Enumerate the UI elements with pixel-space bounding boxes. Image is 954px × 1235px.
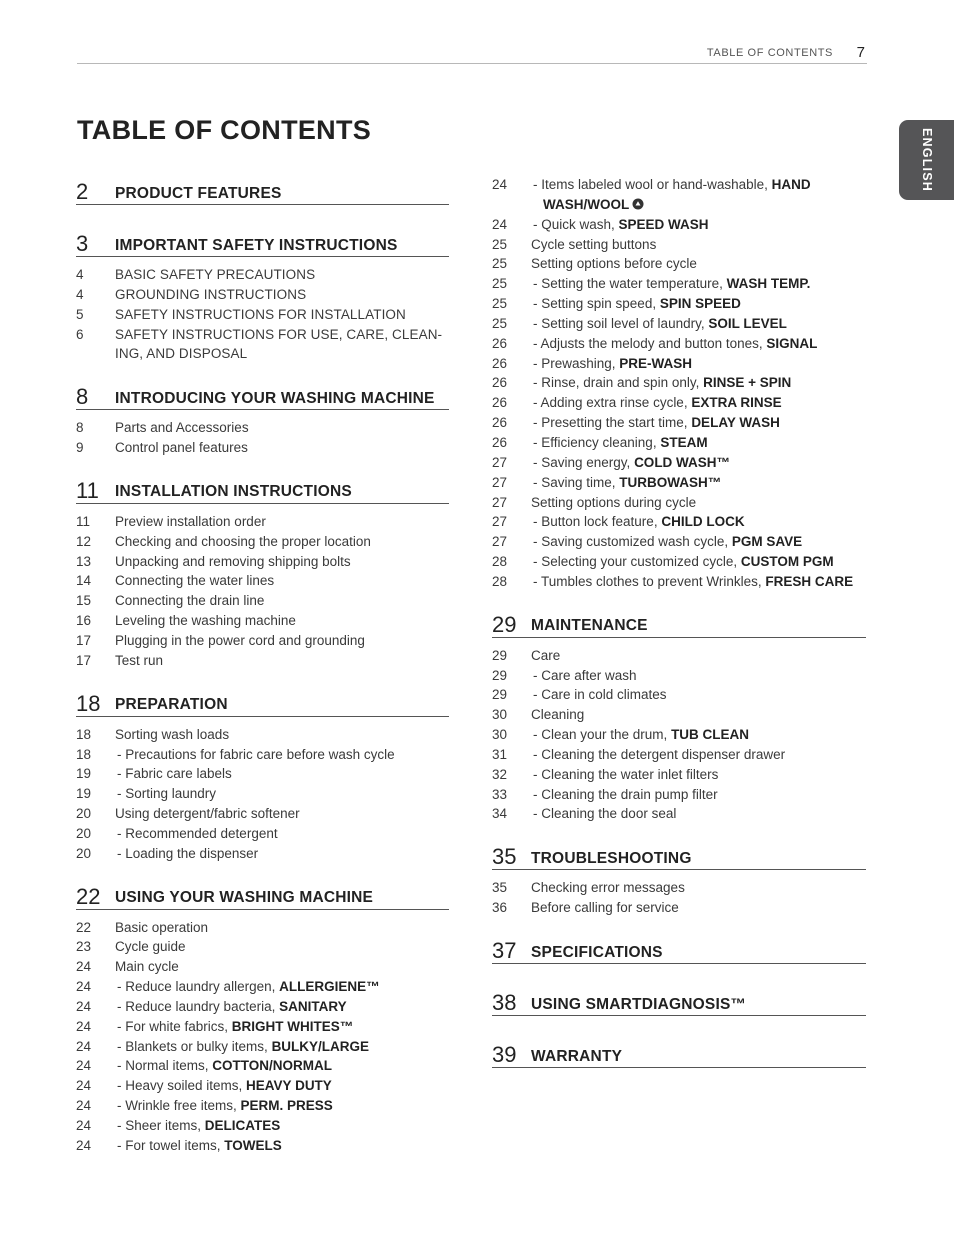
toc-entry[interactable] <box>76 957 449 977</box>
toc-entry[interactable] <box>76 1017 449 1037</box>
entry-text: - Setting spin speed, SPIN SPEED <box>533 296 741 312</box>
using-entries <box>76 918 449 1156</box>
toc-entry[interactable] <box>492 235 866 255</box>
entry-text: Cycle setting buttons <box>531 236 657 252</box>
cycle-keyword: SIGNAL <box>766 335 818 351</box>
toc-entry[interactable] <box>492 373 866 393</box>
toc-entry[interactable] <box>492 473 866 493</box>
toc-entry[interactable] <box>76 997 449 1017</box>
toc-entry[interactable] <box>492 878 866 898</box>
toc-entry[interactable] <box>492 666 866 686</box>
toc-entry[interactable] <box>492 745 866 765</box>
toc-entry[interactable] <box>76 804 449 824</box>
entry-text: Care <box>531 647 561 663</box>
section-number: 11 <box>76 477 99 503</box>
entry-text: - Clean your the drum, TUB CLEAN <box>533 727 750 743</box>
section-title: PREPARATION <box>115 696 228 714</box>
entry-page: 29 <box>492 647 508 663</box>
entry-text: Connecting the water lines <box>115 573 275 589</box>
entry-page: 35 <box>492 880 508 896</box>
entry-page <box>76 344 115 364</box>
entry-page: 23 <box>76 939 92 955</box>
cycle-keyword: BRIGHT WHITES™ <box>231 1018 354 1034</box>
entry-page: 25 <box>492 276 508 292</box>
entry-text: - Saving time, TURBOWASH™ <box>533 474 722 490</box>
toc-entry[interactable] <box>492 294 866 314</box>
section-number: 22 <box>76 883 101 909</box>
section-title: PRODUCT FEATURES <box>115 184 282 202</box>
entry-page: 27 <box>492 514 508 530</box>
cycle-keyword: BULKY/LARGE <box>271 1038 370 1054</box>
entry-page: 25 <box>492 315 508 331</box>
entry-text: - Adding extra rinse cycle, EXTRA RINSE <box>533 395 782 411</box>
entry-text: - Care in cold climates <box>533 687 667 703</box>
entry-page: 26 <box>492 335 508 351</box>
section-installation[interactable] <box>76 474 449 504</box>
entry-page: 19 <box>76 766 92 782</box>
entry-text: Basic operation <box>115 919 209 935</box>
toc-entry[interactable] <box>76 571 449 591</box>
entry-text: Cleaning <box>531 707 585 723</box>
toc-entry[interactable] <box>76 1037 449 1057</box>
entry-page: 36 <box>492 900 508 916</box>
entry-text: - Precautions for fabric care before wash cycle <box>117 746 395 762</box>
toc-entry[interactable] <box>492 175 866 195</box>
entry-text: - For towel items, TOWELS <box>117 1137 282 1153</box>
entry-text: BASIC SAFETY PRECAUTIONS <box>115 267 316 282</box>
entry-text: - Cleaning the detergent dispenser drawer <box>533 746 786 762</box>
entry-text: - Selecting your customized cycle, CUSTOM PGM <box>533 554 834 570</box>
entry-text: Leveling the washing machine <box>115 613 296 629</box>
entry-page: 20 <box>76 825 92 841</box>
entry-text: - Efficiency cleaning, STEAM <box>533 434 708 450</box>
entry-text: - Setting the water temperature, WASH TEMP. <box>533 276 811 292</box>
entry-page <box>492 195 531 215</box>
section-smartdiagnosis[interactable] <box>492 986 866 1016</box>
entry-text: - Care after wash <box>533 667 637 683</box>
toc-entry[interactable] <box>76 784 449 804</box>
cycle-keyword: PRE-WASH <box>619 355 693 371</box>
section-product-features[interactable] <box>76 175 449 205</box>
entry-page: 29 <box>492 667 508 683</box>
section-number: 18 <box>76 690 101 716</box>
toc-entry[interactable] <box>492 433 866 453</box>
entry-text: - Rinse, drain and spin only, RINSE + SPIN <box>533 375 792 391</box>
entry-page: 24 <box>492 177 508 192</box>
entry-page: 15 <box>76 593 92 609</box>
toc-entry[interactable] <box>492 804 866 824</box>
entry-text: - Cleaning the water inlet filters <box>533 766 719 782</box>
entry-text: SAFETY INSTRUCTIONS FOR INSTALLATION <box>115 306 406 322</box>
entry-text: Main cycle <box>115 959 179 975</box>
entry-text: - Button lock feature, CHILD LOCK <box>533 514 745 530</box>
cycle-keyword: SPIN SPEED <box>659 296 741 312</box>
cycle-keyword: DELICATES <box>204 1118 281 1133</box>
section-using-washing-machine[interactable] <box>76 880 449 910</box>
introducing-entries <box>76 418 449 458</box>
entry-text: - Adjusts the melody and button tones, SIGNAL <box>533 335 818 351</box>
entry-text: - Reduce laundry allergen, ALLERGIENE™ <box>117 979 380 995</box>
cycle-keyword: CHILD LOCK <box>661 514 745 530</box>
toc-entry[interactable] <box>76 418 449 438</box>
cycle-keyword: SPEED WASH <box>618 216 709 232</box>
entry-page: 9 <box>76 440 84 456</box>
toc-entry[interactable] <box>76 1136 449 1156</box>
cycle-keyword: SANITARY <box>279 998 347 1014</box>
cycle-keyword: PERM. PRESS <box>240 1098 333 1114</box>
toc-entry[interactable] <box>76 918 449 938</box>
toc-entry[interactable] <box>492 785 866 805</box>
cycle-keyword: TURBOWASH™ <box>619 474 722 490</box>
entry-page: 27 <box>492 534 508 550</box>
entry-text: - Heavy soiled items, HEAVY DUTY <box>117 1078 332 1094</box>
entry-page: 27 <box>492 494 508 510</box>
entry-text: - Presetting the start time, DELAY WASH <box>533 415 780 431</box>
toc-entry[interactable] <box>76 591 449 611</box>
cycle-entries <box>492 175 866 592</box>
entry-page: 26 <box>492 375 508 391</box>
entry-text: Connecting the drain line <box>115 593 265 609</box>
entry-page: 22 <box>76 919 92 935</box>
entry-page: 32 <box>492 766 508 782</box>
toc-entry[interactable] <box>76 651 449 671</box>
cycle-keyword: SOIL LEVEL <box>708 315 787 331</box>
section-preparation[interactable] <box>76 687 449 717</box>
entry-text: GROUNDING INSTRUCTIONS <box>115 286 307 302</box>
cycle-keyword: FRESH CARE <box>765 573 854 589</box>
section-title: USING SMARTDIAGNOSIS™ <box>531 995 747 1013</box>
section-title: USING YOUR WASHING MACHINE <box>115 889 374 907</box>
toc-entry[interactable] <box>76 725 449 745</box>
entry-page: 25 <box>492 256 508 272</box>
toc-entry[interactable] <box>492 254 866 274</box>
toc-entry[interactable] <box>76 305 449 325</box>
entry-page: 26 <box>492 395 508 411</box>
entry-text: - Saving customized wash cycle, PGM SAVE <box>533 534 803 550</box>
section-number: 29 <box>492 611 517 637</box>
language-tab-label: ENGLISH <box>919 128 934 192</box>
cycle-keyword: PGM SAVE <box>731 534 803 550</box>
section-troubleshooting[interactable] <box>492 840 866 870</box>
entry-text: SAFETY INSTRUCTIONS FOR USE, CARE, CLEAN- <box>115 326 443 342</box>
toc-entry[interactable] <box>492 334 866 354</box>
section-safety-instructions[interactable] <box>76 227 449 257</box>
section-number: 37 <box>492 938 517 963</box>
installation-entries <box>76 512 449 671</box>
cycle-keyword: STEAM <box>660 434 708 450</box>
entry-page: 5 <box>76 306 84 322</box>
entry-text: Using detergent/fabric softener <box>115 806 300 822</box>
entry-page: 24 <box>76 1018 92 1034</box>
toc-entry[interactable] <box>76 937 449 957</box>
entry-page: 17 <box>76 652 92 668</box>
toc-entry[interactable] <box>492 393 866 413</box>
maintenance-entries <box>492 646 866 825</box>
entry-page: 30 <box>492 707 508 723</box>
entry-page: 11 <box>76 513 91 529</box>
toc-entry[interactable] <box>76 512 449 532</box>
section-number: 38 <box>492 990 517 1015</box>
toc-entry[interactable] <box>76 265 449 285</box>
entry-page: 25 <box>492 296 508 312</box>
section-number: 39 <box>492 1042 517 1067</box>
entry-page: 24 <box>76 998 92 1014</box>
entry-text: - Prewashing, PRE-WASH <box>533 355 693 371</box>
entry-page: 24 <box>76 1098 92 1114</box>
section-number: 8 <box>76 384 89 410</box>
toc-entry[interactable] <box>76 344 449 364</box>
entry-page: 4 <box>76 286 84 302</box>
cycle-keyword: WASH/WOOL <box>543 196 630 212</box>
entry-text: - Fabric care labels <box>117 766 232 782</box>
entry-page: 26 <box>492 434 508 450</box>
entry-page: 24 <box>492 216 508 232</box>
entry-text: - Wrinkle free items, PERM. PRESS <box>117 1098 333 1114</box>
safety-entries <box>76 265 449 364</box>
entry-text: - Cleaning the drain pump filter <box>533 786 718 802</box>
entry-page: 25 <box>492 236 508 252</box>
toc-entry[interactable] <box>492 765 866 785</box>
entry-page: 27 <box>492 454 508 470</box>
section-maintenance[interactable] <box>492 608 866 638</box>
entry-text: Plugging in the power cord and grounding <box>115 632 365 648</box>
toc-entry[interactable] <box>492 354 866 374</box>
cycle-keyword: HAND <box>771 177 811 192</box>
entry-text: - Loading the dispenser <box>117 845 259 861</box>
page-number: 7 <box>856 44 865 61</box>
entry-page: 24 <box>76 1038 92 1054</box>
entry-text: Cycle guide <box>115 939 186 955</box>
toc-entry[interactable] <box>76 1096 449 1116</box>
entry-page: 24 <box>76 1118 92 1133</box>
toc-entry[interactable] <box>492 898 866 918</box>
entry-text: ING, AND DISPOSAL <box>115 346 248 362</box>
entry-page: 24 <box>76 1058 92 1074</box>
toc-entry[interactable] <box>492 215 866 235</box>
toc-entry[interactable] <box>76 844 449 864</box>
toc-entry[interactable] <box>76 438 449 458</box>
entry-text: - Tumbles clothes to prevent Wrinkles, FRESH CARE <box>533 573 854 589</box>
entry-page: 24 <box>76 979 92 995</box>
cycle-keyword: COLD WASH™ <box>634 454 731 470</box>
entry-page: 4 <box>76 267 84 282</box>
cycle-keyword: DELAY WASH <box>691 415 780 431</box>
entry-page: 20 <box>76 806 92 822</box>
entry-page: 28 <box>492 554 508 570</box>
entry-page: 18 <box>76 726 92 742</box>
entry-text: Before calling for service <box>531 900 679 916</box>
entry-text: - Cleaning the door seal <box>533 806 677 822</box>
entry-text: - Reduce laundry bacteria, SANITARY <box>117 998 347 1014</box>
toc-right-column <box>492 175 866 1068</box>
entry-page: 17 <box>76 632 92 648</box>
toc-entry[interactable] <box>492 552 866 572</box>
section-number: 3 <box>76 231 89 256</box>
entry-text: Parts and Accessories <box>115 420 249 436</box>
toc-entry[interactable] <box>76 532 449 552</box>
entry-page: 30 <box>492 727 508 743</box>
entry-page: 29 <box>492 687 508 703</box>
entry-page: 16 <box>76 613 92 629</box>
section-number: 35 <box>492 844 517 870</box>
entry-text: Unpacking and removing shipping bolts <box>115 553 351 569</box>
entry-page: 24 <box>76 1078 92 1094</box>
toc-entry[interactable] <box>492 314 866 334</box>
entry-text: - Saving energy, COLD WASH™ <box>533 454 731 470</box>
section-title: TROUBLESHOOTING <box>531 849 692 867</box>
section-title: WARRANTY <box>531 1047 623 1065</box>
running-header <box>77 46 867 64</box>
preparation-entries <box>76 725 449 864</box>
toc-entry[interactable] <box>76 1116 449 1136</box>
entry-page: 13 <box>76 553 92 569</box>
toc-entry[interactable] <box>492 493 866 513</box>
entry-text: - Quick wash, SPEED WASH <box>533 216 709 232</box>
entry-text: - Sorting laundry <box>117 786 217 802</box>
toc-entry[interactable] <box>76 824 449 844</box>
entry-page: 14 <box>76 573 92 589</box>
cycle-keyword: WASH TEMP. <box>726 276 811 292</box>
toc-entry[interactable] <box>492 512 866 532</box>
toc-entry[interactable] <box>76 552 449 572</box>
language-tab[interactable] <box>899 120 954 200</box>
entry-text: Sorting wash loads <box>115 726 230 742</box>
entry-text: Checking error messages <box>531 880 685 896</box>
entry-text: Setting options during cycle <box>531 494 697 510</box>
troubleshooting-entries <box>492 878 866 918</box>
entry-page: 12 <box>76 533 92 549</box>
hand-wash-icon <box>632 198 644 210</box>
toc-entry[interactable] <box>76 764 449 784</box>
entry-text: - Setting soil level of laundry, SOIL LEVEL <box>533 315 787 331</box>
entry-page: 27 <box>492 474 508 490</box>
section-number: 2 <box>76 179 89 204</box>
toc-entry[interactable] <box>492 705 866 725</box>
toc-entry[interactable] <box>76 1076 449 1096</box>
entry-page: 31 <box>492 746 508 762</box>
entry-page: 24 <box>76 959 92 975</box>
toc-entry[interactable] <box>492 532 866 552</box>
toc-entry[interactable] <box>492 413 866 433</box>
toc-entry[interactable] <box>492 572 866 592</box>
entry-page: 33 <box>492 786 508 802</box>
entry-page: 28 <box>492 573 508 589</box>
section-title: IMPORTANT SAFETY INSTRUCTIONS <box>115 236 398 254</box>
entry-text: - Sheer items, DELICATES <box>117 1118 281 1133</box>
entry-text: Checking and choosing the proper location <box>115 533 371 549</box>
entry-text: Setting options before cycle <box>531 256 697 272</box>
section-title: MAINTENANCE <box>531 617 648 635</box>
section-specifications[interactable] <box>492 934 866 964</box>
entry-page: 34 <box>492 806 508 822</box>
entry-text: - Items labeled wool or hand-washable, HAND <box>533 177 811 192</box>
page-title: TABLE OF CONTENTS <box>77 115 372 145</box>
toc-entry[interactable] <box>492 274 866 294</box>
entry-page: 26 <box>492 415 508 431</box>
cycle-keyword: COTTON/NORMAL <box>212 1058 333 1074</box>
toc-left-column <box>76 175 449 1156</box>
entry-text: - Normal items, COTTON/NORMAL <box>117 1058 333 1074</box>
entry-text: Test run <box>115 652 164 668</box>
entry-text: Preview installation order <box>115 513 266 529</box>
toc-entry[interactable] <box>76 285 449 305</box>
entry-text <box>531 195 866 215</box>
entry-text: - Blankets or bulky items, BULKY/LARGE <box>117 1038 370 1054</box>
toc-entry[interactable] <box>492 646 866 666</box>
toc-entry[interactable] <box>492 195 866 215</box>
cycle-keyword: TOWELS <box>224 1137 282 1153</box>
cycle-keyword: CUSTOM PGM <box>740 554 834 570</box>
toc-entry[interactable] <box>76 325 449 345</box>
entry-page: 19 <box>76 786 92 802</box>
cycle-keyword: HEAVY DUTY <box>246 1078 332 1094</box>
toc-entry[interactable] <box>492 725 866 745</box>
entry-text: Control panel features <box>115 440 248 456</box>
entry-page: 6 <box>76 326 84 342</box>
entry-text: - Recommended detergent <box>117 825 278 841</box>
cycle-keyword: ALLERGIENE™ <box>279 979 380 995</box>
cycle-keyword: TUB CLEAN <box>671 727 750 743</box>
running-header-label: TABLE OF CONTENTS <box>706 47 833 59</box>
toc-entry[interactable] <box>492 685 866 705</box>
toc-entry[interactable] <box>76 1056 449 1076</box>
entry-page: 26 <box>492 355 508 371</box>
toc-entry[interactable] <box>76 745 449 765</box>
toc-entry[interactable] <box>492 453 866 473</box>
section-warranty[interactable] <box>492 1038 866 1068</box>
toc-entry[interactable] <box>76 631 449 651</box>
cycle-keyword: EXTRA RINSE <box>691 395 782 411</box>
section-introducing[interactable] <box>76 380 449 410</box>
toc-entry[interactable] <box>76 611 449 631</box>
cycle-keyword: RINSE + SPIN <box>703 375 792 391</box>
section-title: SPECIFICATIONS <box>531 943 663 961</box>
toc-entry[interactable] <box>76 977 449 997</box>
section-title: INTRODUCING YOUR WASHING MACHINE <box>115 389 435 407</box>
entry-page: 8 <box>76 420 84 436</box>
entry-text: - For white fabrics, BRIGHT WHITES™ <box>117 1018 354 1034</box>
entry-page: 24 <box>76 1137 92 1153</box>
section-title: INSTALLATION INSTRUCTIONS <box>115 483 352 501</box>
entry-page: 18 <box>76 746 92 762</box>
entry-page: 20 <box>76 845 92 861</box>
